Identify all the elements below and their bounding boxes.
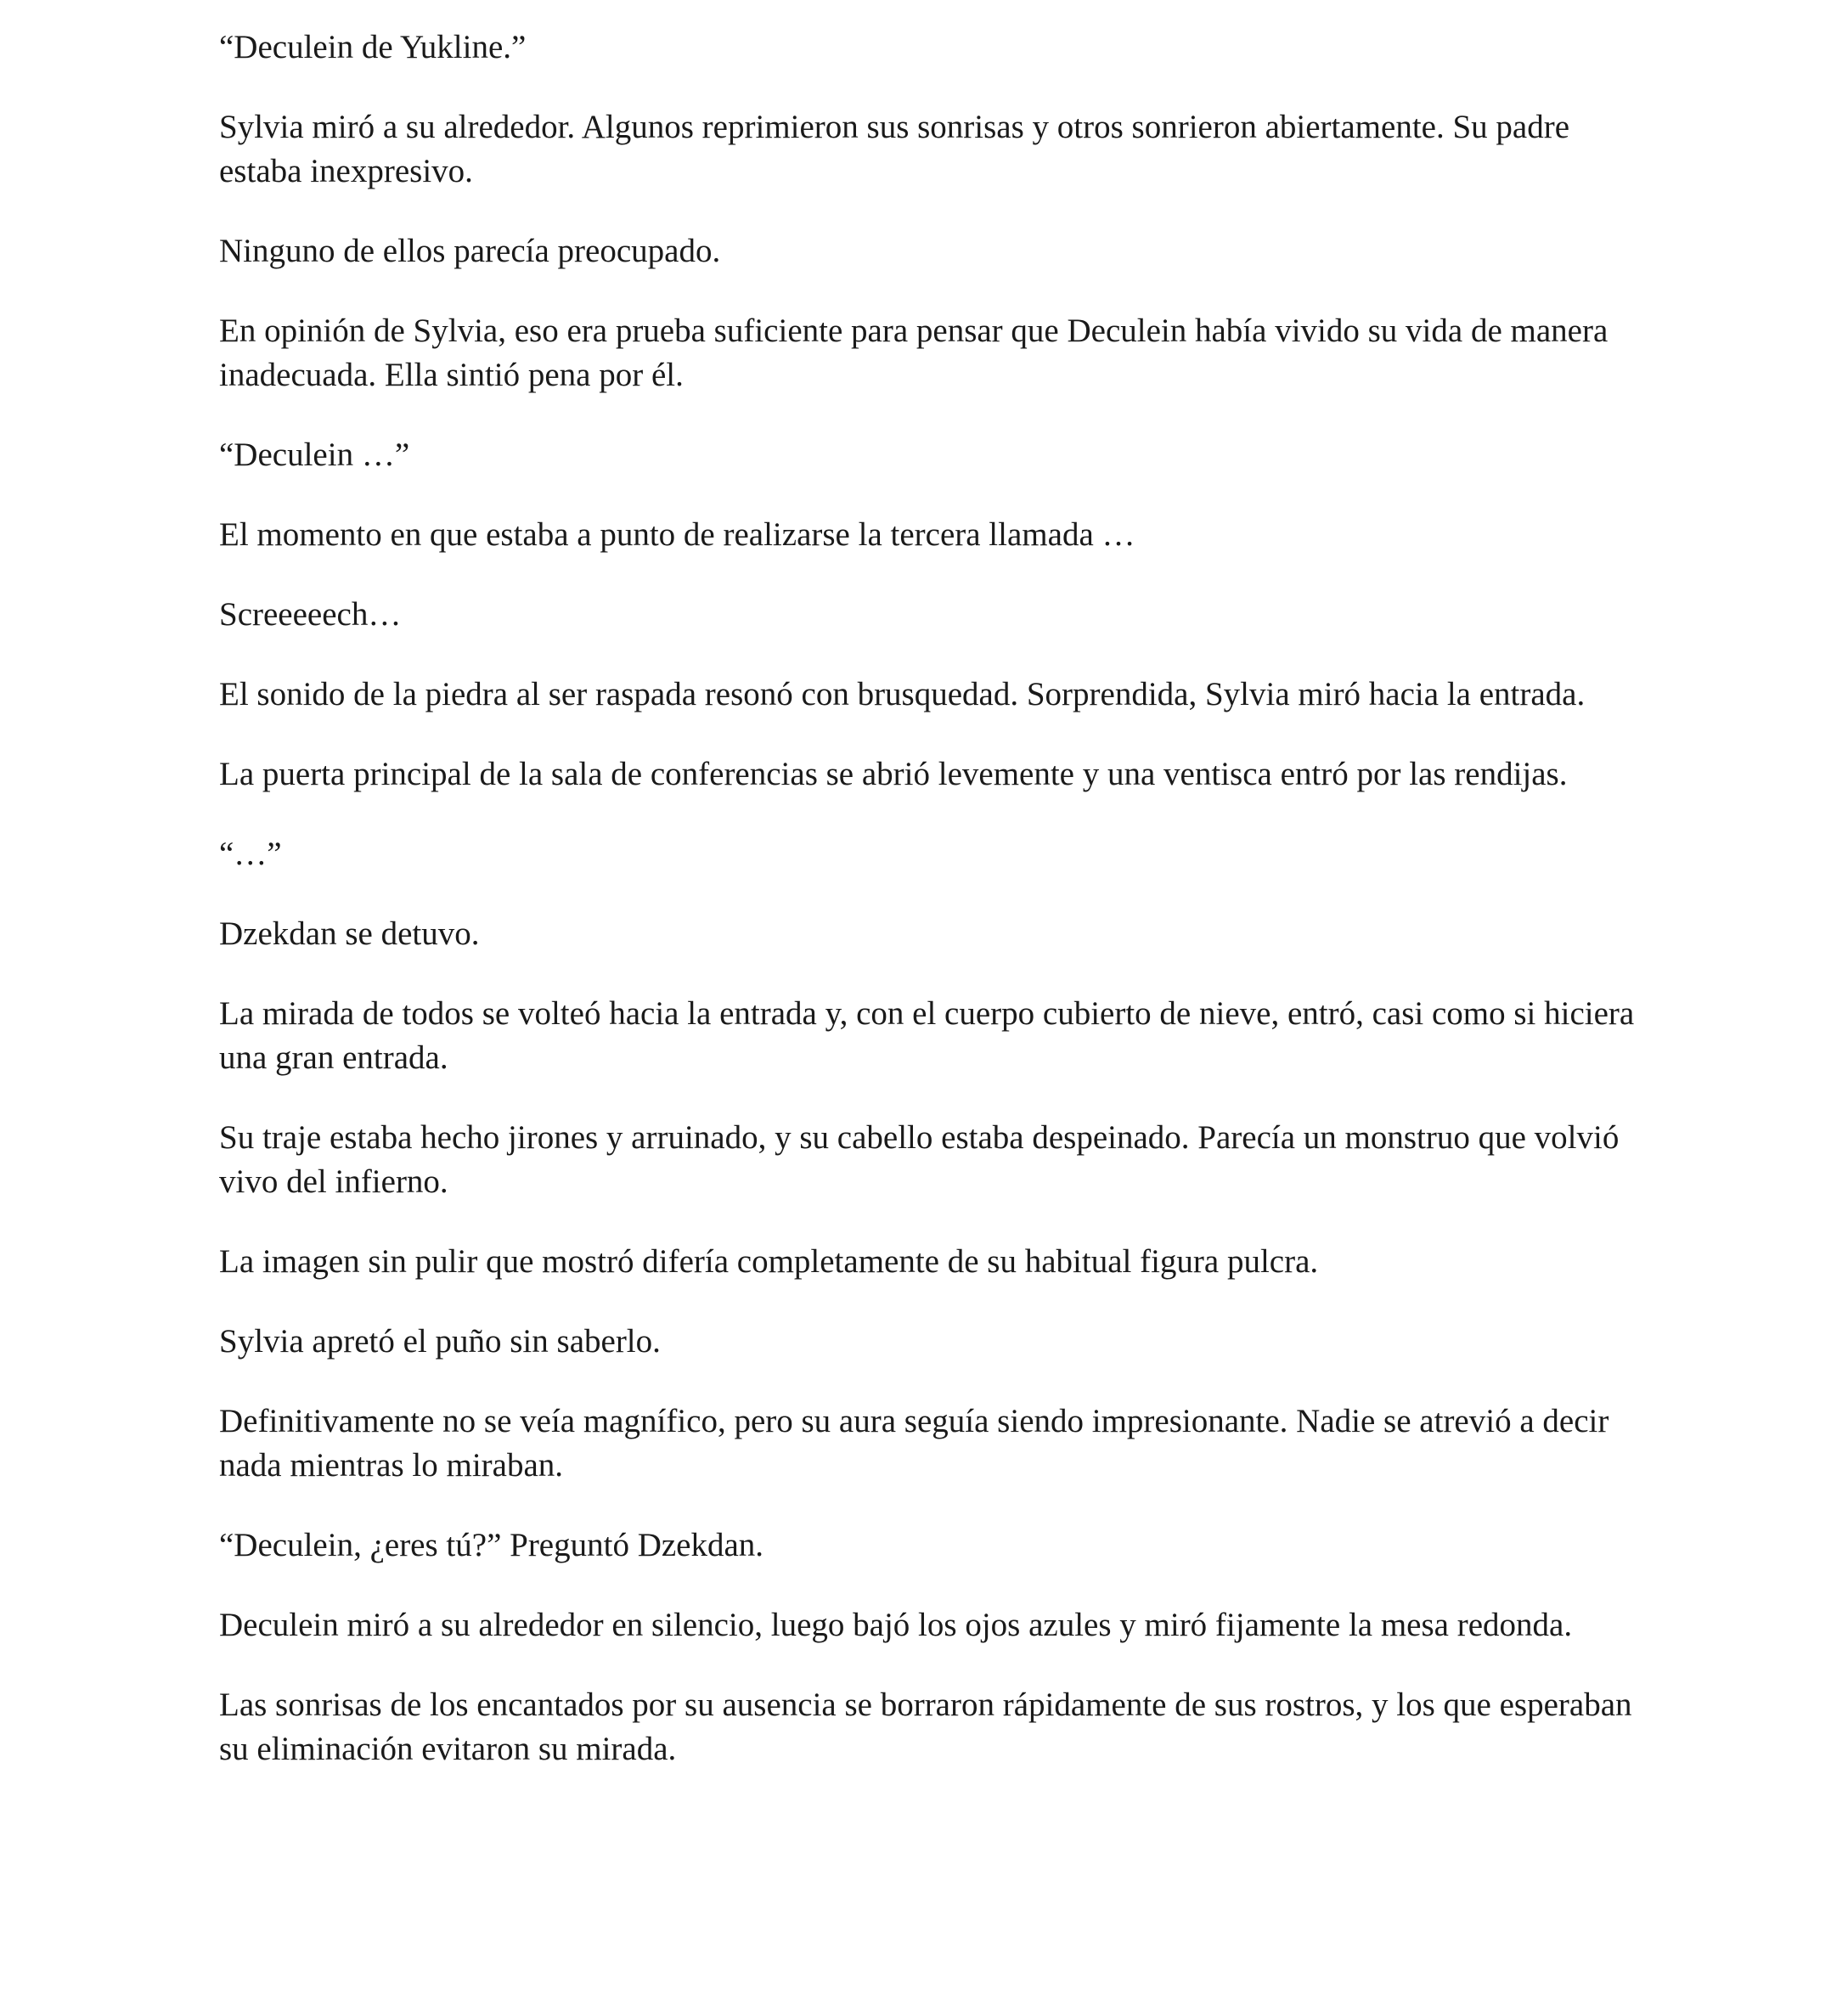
paragraph: “Deculein de Yukline.”	[219, 29, 527, 65]
paragraph: “Deculein …”	[219, 436, 410, 473]
paragraph: Sylvia miró a su alrededor. Algunos reprimieron sus sonrisas y otros sonrieron abiertamente. Su padre estaba inexpresivo.	[219, 109, 1570, 189]
paragraph: “Deculein, ¿eres tú?” Preguntó Dzekdan.	[219, 1527, 764, 1563]
paragraph: El momento en que estaba a punto de realizarse la tercera llamada …	[219, 516, 1135, 553]
paragraph: En opinión de Sylvia, eso era prueba suficiente para pensar que Deculein había vivido su vida de manera inadecuada. Ella sintió pena por él.	[219, 313, 1609, 393]
paragraph: Screeeeech…	[219, 596, 402, 633]
paragraph: La mirada de todos se volteó hacia la entrada y, con el cuerpo cubierto de nieve, entró, casi como si hiciera una gran entrada.	[219, 995, 1635, 1076]
paragraph: El sonido de la piedra al ser raspada resonó con brusquedad. Sorprendida, Sylvia miró hacia la entrada.	[219, 676, 1586, 712]
paragraph: La puerta principal de la sala de conferencias se abrió levemente y una ventisca entró por las rendijas.	[219, 756, 1568, 792]
paragraph: La imagen sin pulir que mostró difería completamente de su habitual figura pulcra.	[219, 1243, 1319, 1280]
document-body	[219, 25, 1646, 1807]
paragraph: Sylvia apretó el puño sin saberlo.	[219, 1323, 661, 1360]
paragraph: Su traje estaba hecho jirones y arruinado, y su cabello estaba despeinado. Parecía un monstruo que volvió vivo del infierno.	[219, 1119, 1620, 1200]
paragraph: Deculein miró a su alrededor en silencio, luego bajó los ojos azules y miró fijamente la mesa redonda.	[219, 1607, 1573, 1643]
paragraph: Dzekdan se detuvo.	[219, 915, 480, 952]
paragraph: Las sonrisas de los encantados por su ausencia se borraron rápidamente de sus rostros, y los que esperaban su eliminación evitaron su mirada.	[219, 1686, 1632, 1767]
paragraph: “…”	[219, 836, 282, 872]
paragraph: Definitivamente no se veía magnífico, pero su aura seguía siendo impresionante. Nadie se atrevió a decir nada mientras lo miraban.	[219, 1403, 1609, 1484]
paragraph: Ninguno de ellos parecía preocupado.	[219, 233, 721, 269]
